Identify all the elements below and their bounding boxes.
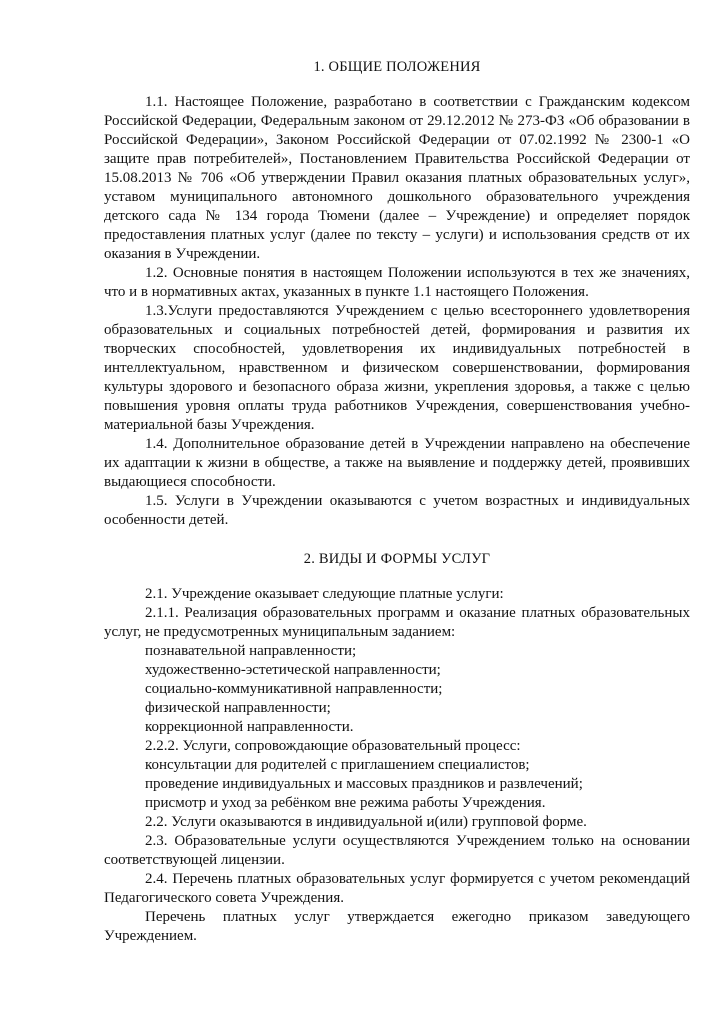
paragraph-2-3: 2.3. Образовательные услуги осуществляются Учреждением только на основании соответствующей лицензии. bbox=[104, 833, 690, 868]
list-item: коррекционной направленности. bbox=[145, 719, 354, 735]
list-item: консультации для родителей с приглашением специалистов; bbox=[145, 757, 530, 773]
paragraph-final: Перечень платных услуг утверждается ежегодно приказом заведующего Учреждением. bbox=[104, 909, 690, 944]
list-item: познавательной направленности; bbox=[145, 643, 357, 659]
paragraph-2-2-2: 2.2.2. Услуги, сопровождающие образовательный процесс: bbox=[145, 738, 521, 754]
paragraph-2-4: 2.4. Перечень платных образовательных услуг формируется с учетом рекомендаций Педагогического совета Учреждения. bbox=[104, 871, 690, 906]
paragraph-2-2: 2.2. Услуги оказываются в индивидуальной и(или) групповой форме. bbox=[145, 814, 587, 830]
list-item: художественно-эстетической направленности; bbox=[145, 662, 441, 678]
section-2-title: 2. ВИДЫ И ФОРМЫ УСЛУГ bbox=[303, 551, 491, 567]
list-item: присмотр и уход за ребёнком вне режима работы Учреждения. bbox=[145, 795, 546, 811]
list-item: социально-коммуникативной направленности; bbox=[145, 681, 443, 697]
list-item: проведение индивидуальных и массовых праздников и развлечений; bbox=[145, 776, 583, 792]
paragraph-1-1: 1.1. Настоящее Положение, разработано в соответствии с Гражданским кодексом Российской Федерации, Федеральным законом от 29.12.2012 № 273-ФЗ «Об образовании в Российской Федерации», Законом Российской Федерации от 07.02.1992 № 2300-1 «О защите прав потребителей», Постановлением Правительства Российской Федерации от 15.08.2013 № 706 «Об утверждении Правил оказания платных образовательных услуг», уставом муниципального автономного дошкольного образовательного учреждения детского сада № 134 города Тюмени (далее – Учреждение) и определяет порядок предоставления платных услуг (далее по тексту – услуги) и использования средств от их оказания в Учреждении. bbox=[104, 94, 690, 262]
paragraph-1-4: 1.4. Дополнительное образование детей в Учреждении направлено на обеспечение их адаптации к жизни в обществе, а также на выявление и поддержку детей, проявивших выдающиеся способности. bbox=[104, 436, 690, 490]
paragraph-2-1-1: 2.1.1. Реализация образовательных программ и оказание платных образовательных услуг, не предусмотренных муниципальным заданием: bbox=[104, 605, 690, 640]
list-item: физической направленности; bbox=[145, 700, 331, 716]
paragraph-1-5: 1.5. Услуги в Учреждении оказываются с учетом возрастных и индивидуальных особенности детей. bbox=[104, 493, 690, 528]
paragraph-2-1: 2.1. Учреждение оказывает следующие платные услуги: bbox=[145, 586, 504, 602]
document-page bbox=[104, 58, 690, 946]
paragraph-1-3: 1.3.Услуги предоставляются Учреждением с целью всестороннего удовлетворения образовательных и социальных потребностей детей, формирования и развития их творческих способностей, удовлетворения их индивидуальных потребностей в интеллектуальном, нравственном и физическом совершенствовании, формирования культуры здорового и безопасного образа жизни, укрепления здоровья, а также с целью повышения уровня оплаты труда работников Учреждения, совершенствования учебно-материальной базы Учреждения. bbox=[104, 303, 690, 433]
paragraph-1-2: 1.2. Основные понятия в настоящем Положении используются в тех же значениях, что и в нормативных актах, указанных в пункте 1.1 настоящего Положения. bbox=[104, 265, 690, 300]
section-1-title: 1. ОБЩИЕ ПОЛОЖЕНИЯ bbox=[313, 59, 481, 75]
